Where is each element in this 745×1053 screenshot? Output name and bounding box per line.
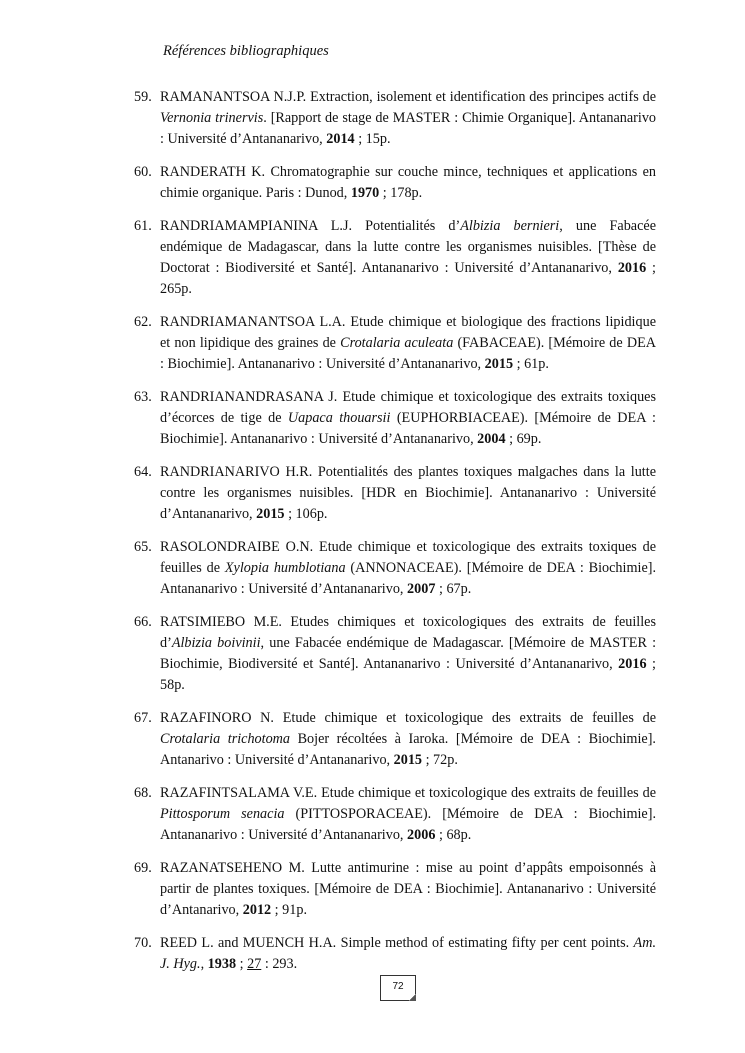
- reference-text: RASOLONDRAIBE O.N. Etude chimique et toxicologique des extraits toxiques de feuilles de: [160, 539, 656, 576]
- reference-number: 67.: [134, 710, 152, 726]
- reference-number: 68.: [134, 785, 152, 801]
- reference-number: 70.: [134, 935, 152, 951]
- reference-text: RATSIMIEBO M.E. Etudes chimiques et toxicologiques des extraits de feuilles d’: [160, 614, 656, 651]
- reference-text: ;: [236, 956, 248, 972]
- reference-list: [134, 87, 656, 987]
- reference-entry: [134, 708, 656, 771]
- reference-text: RANDRIANANDRASANA J. Etude chimique et toxicologique des extraits toxiques d’écorces de tige de: [160, 389, 656, 426]
- reference-entry: [134, 933, 656, 975]
- reference-entry: [134, 783, 656, 846]
- reference-text: ; 58p.: [160, 656, 656, 693]
- reference-entry: [134, 387, 656, 450]
- reference-italic-text: Albizia bernieri: [460, 218, 560, 234]
- reference-italic-text: Vernonia trinervis: [160, 110, 264, 126]
- reference-entry: [134, 87, 656, 150]
- reference-year: 2016: [618, 656, 647, 672]
- reference-number: 61.: [134, 218, 152, 234]
- reference-number: 64.: [134, 464, 152, 480]
- reference-text: , une Fabacée endémique de Madagascar, dans la lutte contre les organismes nuisibles. [Thèse de Doctorat : Biodiversité et Santé]. Antananarivo : Université d’Antananarivo,: [160, 218, 656, 276]
- reference-text: ; 178p.: [379, 185, 423, 201]
- reference-number: 60.: [134, 164, 152, 180]
- reference-text: (PITTOSPORACEAE). [Mémoire de DEA : Biochimie]. Antananarivo : Université d’Antananarivo,: [160, 806, 656, 843]
- reference-number: 63.: [134, 389, 152, 405]
- reference-year: 2014: [326, 131, 355, 147]
- reference-number: 66.: [134, 614, 152, 630]
- reference-entry: [134, 858, 656, 921]
- reference-year: 2015: [393, 752, 423, 768]
- reference-entry: [134, 216, 656, 300]
- reference-year: 2015: [484, 356, 514, 372]
- reference-number: 62.: [134, 314, 152, 330]
- running-header: Références bibliographiques: [163, 43, 329, 59]
- reference-text: Bojer récoltées à Iaroka. [Mémoire de DEA : Biochimie]. Antanarivo : Université d’Antananarivo,: [160, 731, 656, 768]
- reference-text: ; 61p.: [513, 356, 549, 372]
- reference-year: 2006: [407, 827, 436, 843]
- reference-italic-text: Am. J. Hyg.: [160, 935, 656, 972]
- reference-text: (FABACEAE). [Mémoire de DEA : Biochimie]. Antananarivo : Université d’Antananarivo,: [160, 335, 656, 372]
- reference-text: RAZAFINORO N. Etude chimique et toxicologique des extraits de feuilles de: [160, 710, 656, 726]
- reference-italic-text: Xylopia humblotiana: [224, 560, 346, 576]
- reference-text: ,: [200, 956, 208, 972]
- reference-year: 2004: [477, 431, 506, 447]
- reference-text: ; 106p.: [284, 506, 328, 522]
- reference-text: RANDRIANARIVO H.R. Potentialités des plantes toxiques malgaches dans la lutte contre les organismes nuisibles. [HDR en Biochimie]. Antananarivo : Université d’Antananarivo,: [160, 464, 656, 522]
- reference-text: ; 72p.: [422, 752, 458, 768]
- reference-year: 2016: [617, 260, 647, 276]
- reference-entry: [134, 162, 656, 204]
- reference-italic-text: Albizia boivinii: [171, 635, 261, 651]
- reference-text: , une Fabacée endémique de Madagascar. [Mémoire de MASTER : Biochimie, Biodiversité et Santé]. Antananarivo : Université d’Antananarivo,: [160, 635, 657, 672]
- reference-italic-text: Pittosporum senacia: [160, 806, 285, 822]
- reference-text: ; 68p.: [435, 827, 472, 843]
- reference-year: 2015: [256, 506, 285, 522]
- reference-text: (ANNONACEAE). [Mémoire de DEA : Biochimie]. Antananarivo : Université d’Antananarivo,: [160, 560, 657, 597]
- reference-text: RAMANANTSOA N.J.P. Extraction, isolement et identification des principes actifs de: [160, 89, 656, 105]
- reference-text: ; 265p.: [160, 260, 656, 297]
- reference-text: RANDERATH K. Chromatographie sur couche mince, techniques et applications en chimie organique. Paris : Dunod,: [160, 164, 656, 201]
- reference-text: (EUPHORBIACEAE). [Mémoire de DEA : Biochimie]. Antananarivo : Université d’Antananarivo,: [160, 410, 656, 447]
- reference-text: ; 69p.: [505, 431, 542, 447]
- reference-text: RANDRIAMAMPIANINA L.J. Potentialités d’: [160, 218, 461, 234]
- page-number: 72: [380, 975, 416, 1001]
- reference-italic-text: Uapaca thouarsii: [287, 410, 391, 426]
- reference-italic-text: Crotalaria aculeata: [340, 335, 454, 351]
- reference-number: 59.: [134, 89, 152, 105]
- reference-text: : 293.: [261, 956, 298, 972]
- reference-entry: [134, 462, 656, 525]
- reference-year: 2007: [407, 581, 436, 597]
- reference-text: RAZANATSEHENO M. Lutte antimurine : mise au point d’appâts empoisonnés à partir de plantes toxiques. [Mémoire de DEA : Biochimie]. Antananarivo : Université d’Antanarivo,: [160, 860, 656, 918]
- reference-entry: [134, 537, 656, 600]
- reference-volume: 27: [247, 956, 262, 972]
- reference-number: 69.: [134, 860, 152, 876]
- reference-entry: [134, 312, 656, 375]
- reference-text: REED L. and MUENCH H.A. Simple method of estimating fifty per cent points.: [160, 935, 634, 951]
- reference-year: 1970: [350, 185, 380, 201]
- reference-text: ; 67p.: [435, 581, 472, 597]
- reference-text: . [Rapport de stage de MASTER : Chimie Organique]. Antananarivo : Université d’Antananarivo,: [160, 110, 657, 147]
- reference-entry: [134, 612, 656, 696]
- reference-italic-text: Crotalaria trichotoma: [160, 731, 291, 747]
- reference-text: ; 15p.: [354, 131, 391, 147]
- reference-year: 1938: [207, 956, 237, 972]
- reference-year: 2012: [242, 902, 272, 918]
- reference-text: RAZAFINTSALAMA V.E. Etude chimique et toxicologique des extraits de feuilles de: [160, 785, 656, 801]
- reference-text: ; 91p.: [271, 902, 307, 918]
- reference-text: RANDRIAMANANTSOA L.A. Etude chimique et biologique des fractions lipidique et non lipidique des graines de: [160, 314, 656, 351]
- reference-number: 65.: [134, 539, 152, 555]
